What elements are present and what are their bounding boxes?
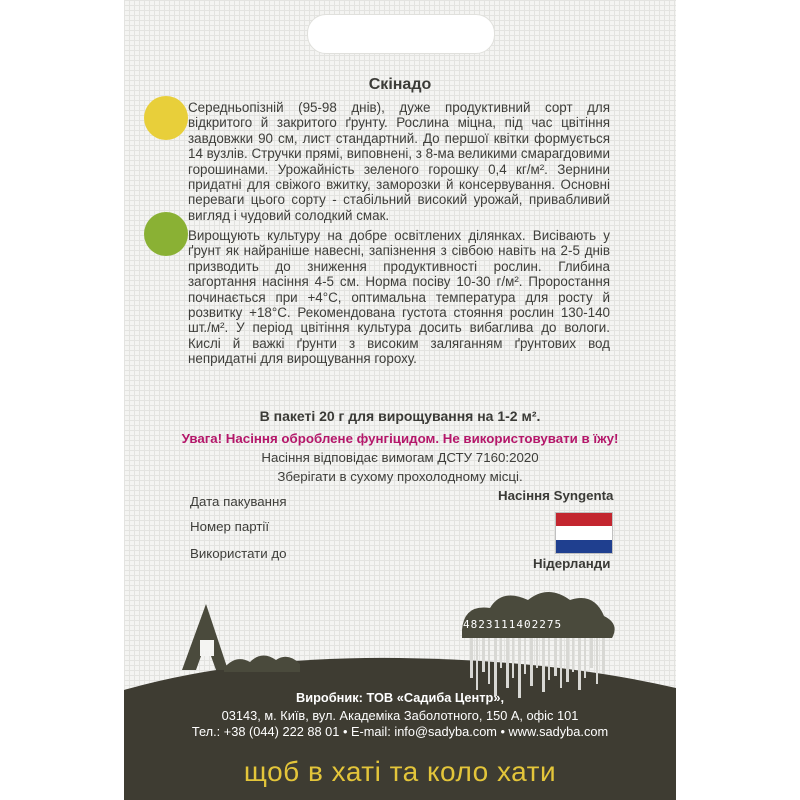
green-bullet-icon	[144, 212, 188, 256]
brand-slogan: щоб в хаті та коло хати	[243, 756, 557, 787]
batch-number-label: Номер партії	[190, 519, 270, 534]
brand-name: Насіння Syngenta	[498, 488, 614, 503]
netherlands-flag-icon	[555, 512, 613, 554]
use-by-label: Використати до	[190, 546, 287, 561]
producer-contacts: Тел.: +38 (044) 222 88 01 • E-mail: info@sadyba.com • www.sadyba.com	[191, 724, 609, 739]
house-window	[200, 640, 214, 656]
standard-compliance: Насіння відповідає вимогам ДСТУ 7160:2020	[261, 450, 539, 465]
producer-address: 03143, м. Київ, вул. Академіка Заболотного, 150 А, офіс 101	[221, 708, 579, 723]
packet-size-note: В пакеті 20 г для вирощування на 1-2 м².	[259, 408, 541, 424]
pack-date-label: Дата пакування	[190, 494, 287, 509]
flag-stripe-white	[556, 526, 612, 539]
producer-name: Виробник: ТОВ «Садиба Центр»,	[295, 690, 505, 705]
cloud-shape	[462, 592, 615, 638]
variety-description: Середньопізній (95-98 днів), дуже продуктивний сорт для відкритого й закритого ґрунту. Рослина міцна, під час цвітіння завдовжки 90 см, лист стандартний. До першої квітки формується 14 вузлів. Стручки прямі, виповнені, з 8-ма великими смарагдовими горошинами. Урожайність зеленого горошку 0,4 кг/м². Зернини придатні для свіжого вжитку, заморозки й консервування. Основні переваги цього сорту - стабільний високий урожай, привабливий вигляд і чудовий солодкий смак.	[188, 100, 610, 223]
country-of-origin: Нідерланди	[533, 556, 611, 571]
fungicide-warning: Увага! Насіння оброблене фунгіцидом. Не використовувати в їжу!	[181, 431, 619, 446]
storage-note: Зберігати в сухому прохолодному місці.	[277, 469, 523, 484]
flag-stripe-red	[556, 513, 612, 526]
hang-hole	[307, 14, 495, 54]
variety-title: Скінадо	[368, 76, 432, 93]
house-icon	[182, 604, 228, 670]
barcode-number: 4823111402275	[463, 618, 563, 631]
yellow-bullet-icon	[144, 96, 188, 140]
flag-stripe-blue	[556, 540, 612, 553]
bushes-shape	[224, 655, 300, 672]
growing-instructions: Вирощують культуру на добре освітлених ділянках. Висівають у ґрунт як найраніше навесні, запізнення з сівбою навіть на 2-5 днів призводить до зниження продуктивності рослин. Глибина загортання насіння 4-5 см. Норма посіву 10-30 г/м². Проростання починається при +4°С, оптимальна температура для росту й розвитку +18°С. Рекомендована густота стояння рослин 130-140 шт./м². У період цвітіння культура досить вибаглива до вологи. Кислі й важкі ґрунти з високим заляганням ґрунтових вод непридатні для вирощування гороху.	[188, 228, 610, 367]
